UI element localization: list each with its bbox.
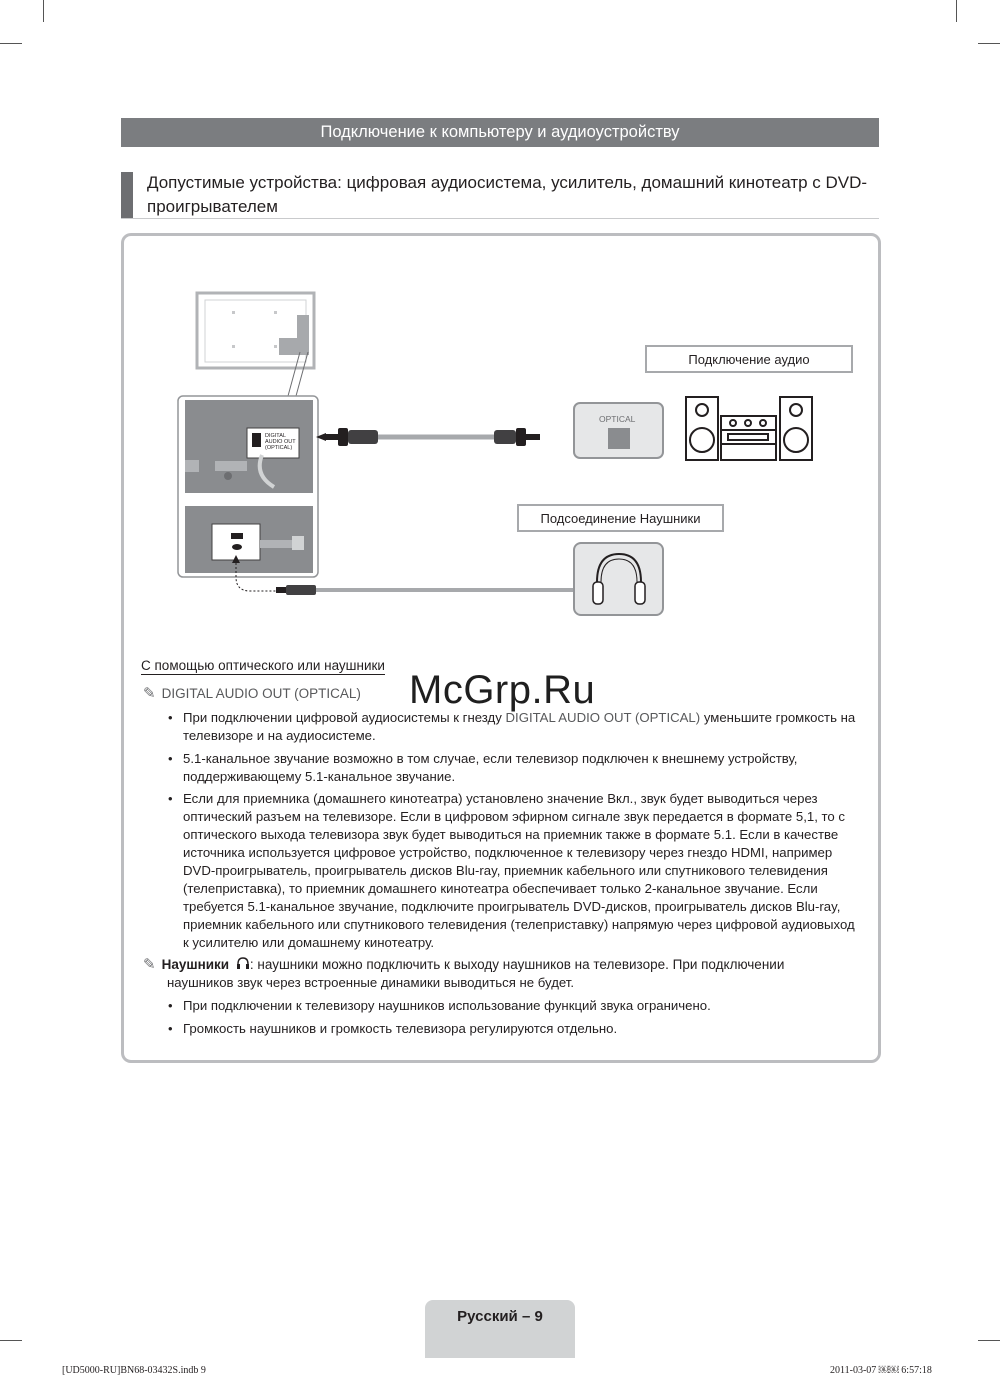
subsection-title: Допустимые устройства: цифровая аудиосистема, усилитель, домашний кинотеатр с DVD-проигрывателем bbox=[147, 173, 868, 216]
bullet-text: 5.1-канальное звучание возможно в том случае, если телевизор подключен к внешнему устройству, поддерживающему 5.1-канальное звучание. bbox=[183, 751, 798, 784]
optical-cable bbox=[316, 428, 540, 446]
note-headphones-text-2: наушников звук через встроенные динамики выводиться не будет. bbox=[167, 975, 575, 990]
tv-port-label-2: AUDIO OUT bbox=[265, 439, 296, 445]
pencil-note-icon: ✎ bbox=[143, 685, 156, 702]
note-headphones-text: : наушники можно подключить к выходу наушников на телевизоре. При подключении bbox=[249, 957, 785, 972]
page-number-tab: Русский – 9 bbox=[425, 1300, 575, 1358]
bullet-text: уменьшите громкость на телевизоре и на аудиосистеме. bbox=[183, 710, 856, 743]
pencil-note-icon: ✎ bbox=[143, 956, 156, 973]
tv-jack-panel bbox=[178, 396, 318, 577]
bullet-icon: • bbox=[168, 710, 173, 725]
headphones-small-icon bbox=[236, 957, 250, 970]
note-headphones-title: Наушники bbox=[161, 957, 230, 972]
section-title: Подключение к компьютеру и аудиоустройству bbox=[121, 118, 879, 147]
headphones-icon bbox=[574, 543, 663, 615]
optical-port-label: OPTICAL bbox=[599, 414, 636, 424]
note-optical bbox=[143, 685, 361, 703]
bullet-icon: • bbox=[168, 791, 173, 806]
bullet-icon: • bbox=[168, 1021, 173, 1036]
note-optical-title: DIGITAL AUDIO OUT (OPTICAL) bbox=[161, 686, 361, 701]
audio-system-icon bbox=[686, 397, 812, 460]
bullet-text: Громкость наушников и громкость телевизора регулируются отдельно. bbox=[183, 1021, 618, 1036]
footer-file-info: [UD5000-RU]BN68-03432S.indb 9 bbox=[62, 1365, 206, 1376]
bullet-text: Если для приемника (домашнего кинотеатра) установлено значение Вкл., звук будет выводиться через оптический разъем на телевизоре. Если в цифровом эфирном сигнале звук передается в формате 5,1, то с оптического выхода телевизора звук будет выводиться на приемник также в формате 5.1. Если в качестве источника используется цифровое устройство, подключенное к телевизору через гнездо HDMI, например DVD-проигрыватель, проигрыватель дисков Blu-ray, приемник кабельного или спутникового телевидения (телеприставка), то приемник домашнего кинотеатра обеспечивает только 2-канальное звучание. Если требуется 5.1-канальное звучание, подключите проигрыватель DVD-дисков, проигрыватель дисков Blu-ray, приемник кабельного или спутникового телевидения (телеприставку) напрямую через цифровой аудиовыход к усилителю или домашнему кинотеатру. bbox=[183, 791, 855, 950]
optical-input-icon bbox=[574, 403, 663, 458]
watermark-logo: McGrp.Ru bbox=[409, 668, 596, 712]
note-headphones bbox=[143, 956, 784, 974]
tv-rear-icon bbox=[197, 293, 314, 396]
headphones-connection-label: Подсоединение Наушники bbox=[517, 504, 724, 532]
bullet-icon: • bbox=[168, 998, 173, 1013]
bullet-highlight: DIGITAL AUDIO OUT (OPTICAL) bbox=[505, 710, 701, 725]
footer-timestamp: 2011-03-07 ￼￼ 6:57:18 bbox=[830, 1365, 932, 1376]
bullet-icon: • bbox=[168, 751, 173, 766]
tv-port-label-3: (OPTICAL) bbox=[265, 445, 293, 451]
audio-connection-label: Подключение аудио bbox=[645, 345, 853, 373]
bullet-text: При подключении цифровой аудиосистемы к гнезду bbox=[183, 710, 506, 725]
bullet-text: При подключении к телевизору наушников использование функций звука ограничено. bbox=[183, 998, 711, 1013]
usage-title: С помощью оптического или наушники bbox=[141, 658, 385, 673]
tv-port-label-1: DIGITAL bbox=[265, 433, 286, 439]
